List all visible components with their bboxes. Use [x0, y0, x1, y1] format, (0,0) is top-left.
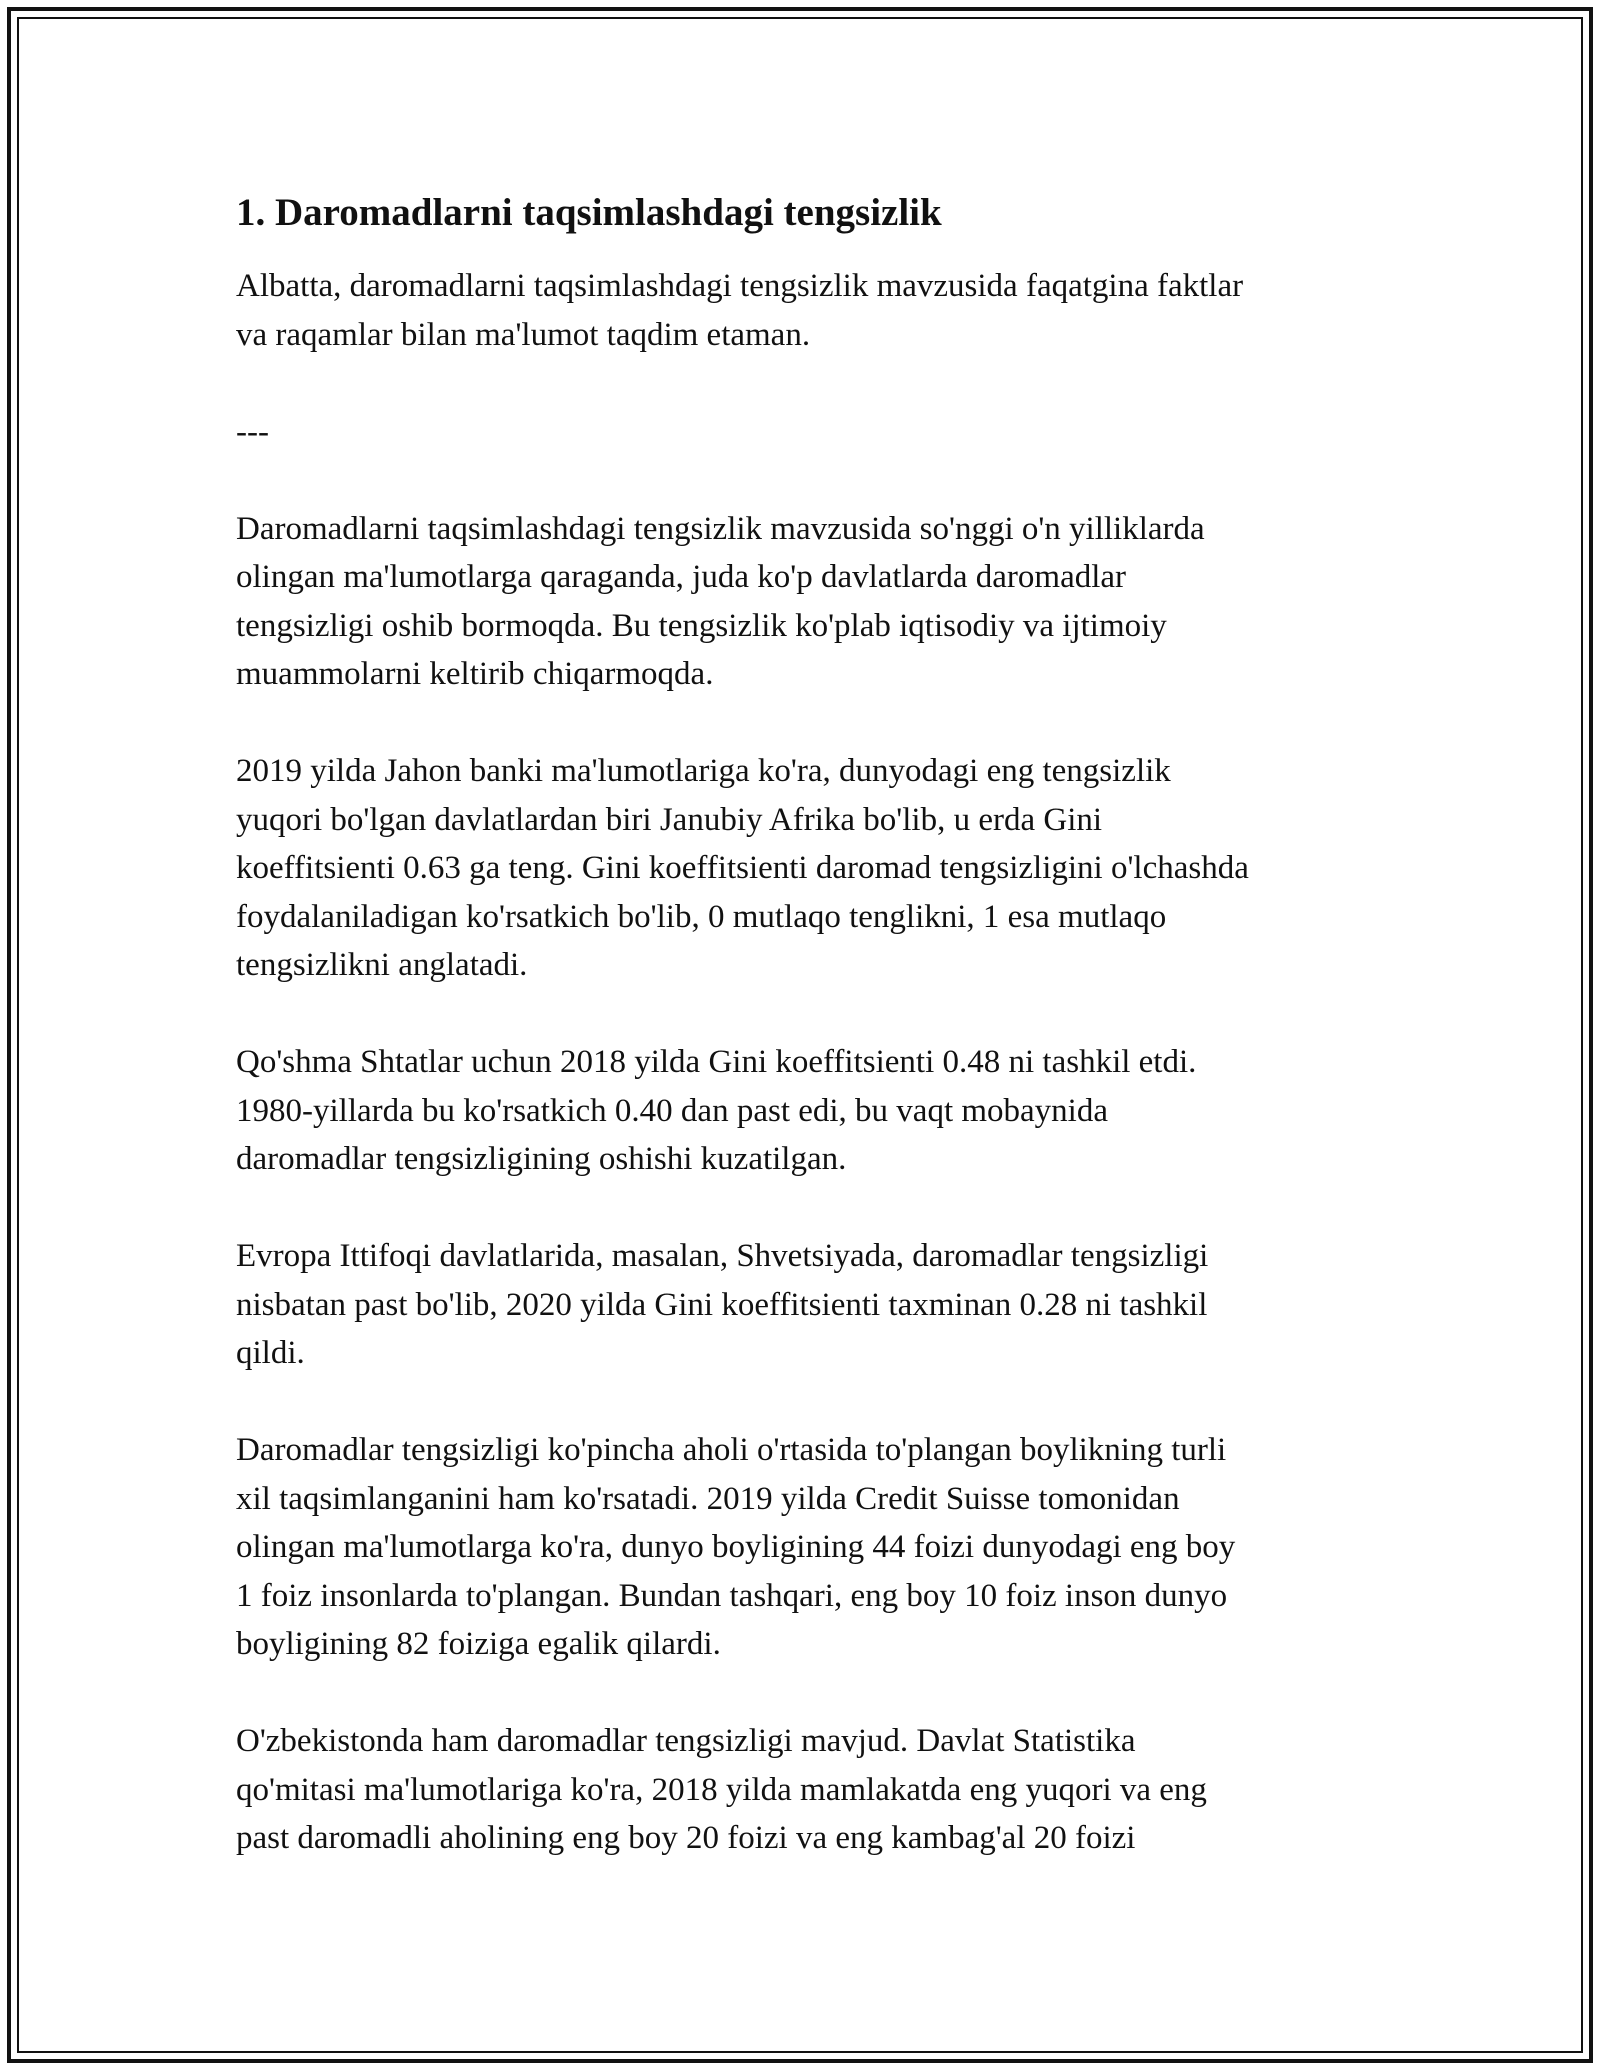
paragraph-5: Daromadlar tengsizligi ko'pincha aholi o'rtasida to'plangan boylikning turli xil taqsimlanganini ham ko'rsatadi. 2019 yilda Credit Suisse tomonidan olingan ma'lumotlarga ko'ra, dunyo boyligining 44 foizi dunyodagi eng boy 1 foiz insonlarda to'plangan. Bundan tashqari, eng boy 10 foiz inson dunyo boyligining 82 foiziga egalik qilardi. — [236, 1432, 1236, 1662]
paragraph-2: 2019 yilda Jahon banki ma'lumotlariga ko'ra, dunyodagi eng tengsizlik yuqori bo'lgan davlatlardan biri Janubiy Afrika bo'lib, u erda Gini koeffitsienti 0.63 ga teng. Gini koeffitsienti daromad tengsizligini o'lchashda foydalaniladigan ko'rsatkich bo'lib, 0 mutlaqo tenglikni, 1 esa mutlaqo tengsizlikni anglatadi. — [236, 753, 1249, 983]
spacer — [236, 359, 1376, 408]
document-title: 1. Daromadlarni taqsimlashdagi tengsizlik — [236, 191, 942, 234]
spacer — [236, 456, 1376, 505]
spacer — [236, 1184, 1376, 1233]
spacer — [236, 699, 1376, 748]
document-body — [236, 188, 1376, 1863]
paragraph-1: Daromadlarni taqsimlashdagi tengsizlik mavzusida so'nggi o'n yilliklarda olingan ma'lumotlarga qaraganda, juda ko'p davlatlarda daromadlar tengsizligi oshib bormoqda. Bu tengsizlik ko'plab iqtisodiy va ijtimoiy muammolarni keltirib chiqarmoqda. — [236, 510, 1205, 692]
paragraph-4: Evropa Ittifoqi davlatlarida, masalan, Shvetsiyada, daromadlar tengsizligi nisbatan past bo'lib, 2020 yilda Gini koeffitsienti taxminan 0.28 ni tashkil qildi. — [236, 1238, 1209, 1371]
paragraph-3: Qo'shma Shtatlar uchun 2018 yilda Gini koeffitsienti 0.48 ni tashkil etdi. 1980-yillarda bu ko'rsatkich 0.40 dan past edi, bu vaqt mobaynida daromadlar tengsizligining oshishi kuzatilgan. — [236, 1044, 1197, 1177]
intro-paragraph: Albatta, daromadlarni taqsimlashdagi tengsizlik mavzusida faqatgina faktlar va raqamlar bilan ma'lumot taqdim etaman. — [236, 268, 1244, 353]
spacer — [236, 990, 1376, 1039]
spacer — [236, 1669, 1376, 1718]
section-separator: --- — [236, 413, 269, 450]
spacer — [236, 1378, 1376, 1427]
paragraph-6: O'zbekistonda ham daromadlar tengsizligi mavjud. Davlat Statistika qo'mitasi ma'lumotlariga ko'ra, 2018 yilda mamlakatda eng yuqori va eng past daromadli aholining eng boy 20 foizi va eng kambag'al 20 foizi — [236, 1723, 1207, 1856]
